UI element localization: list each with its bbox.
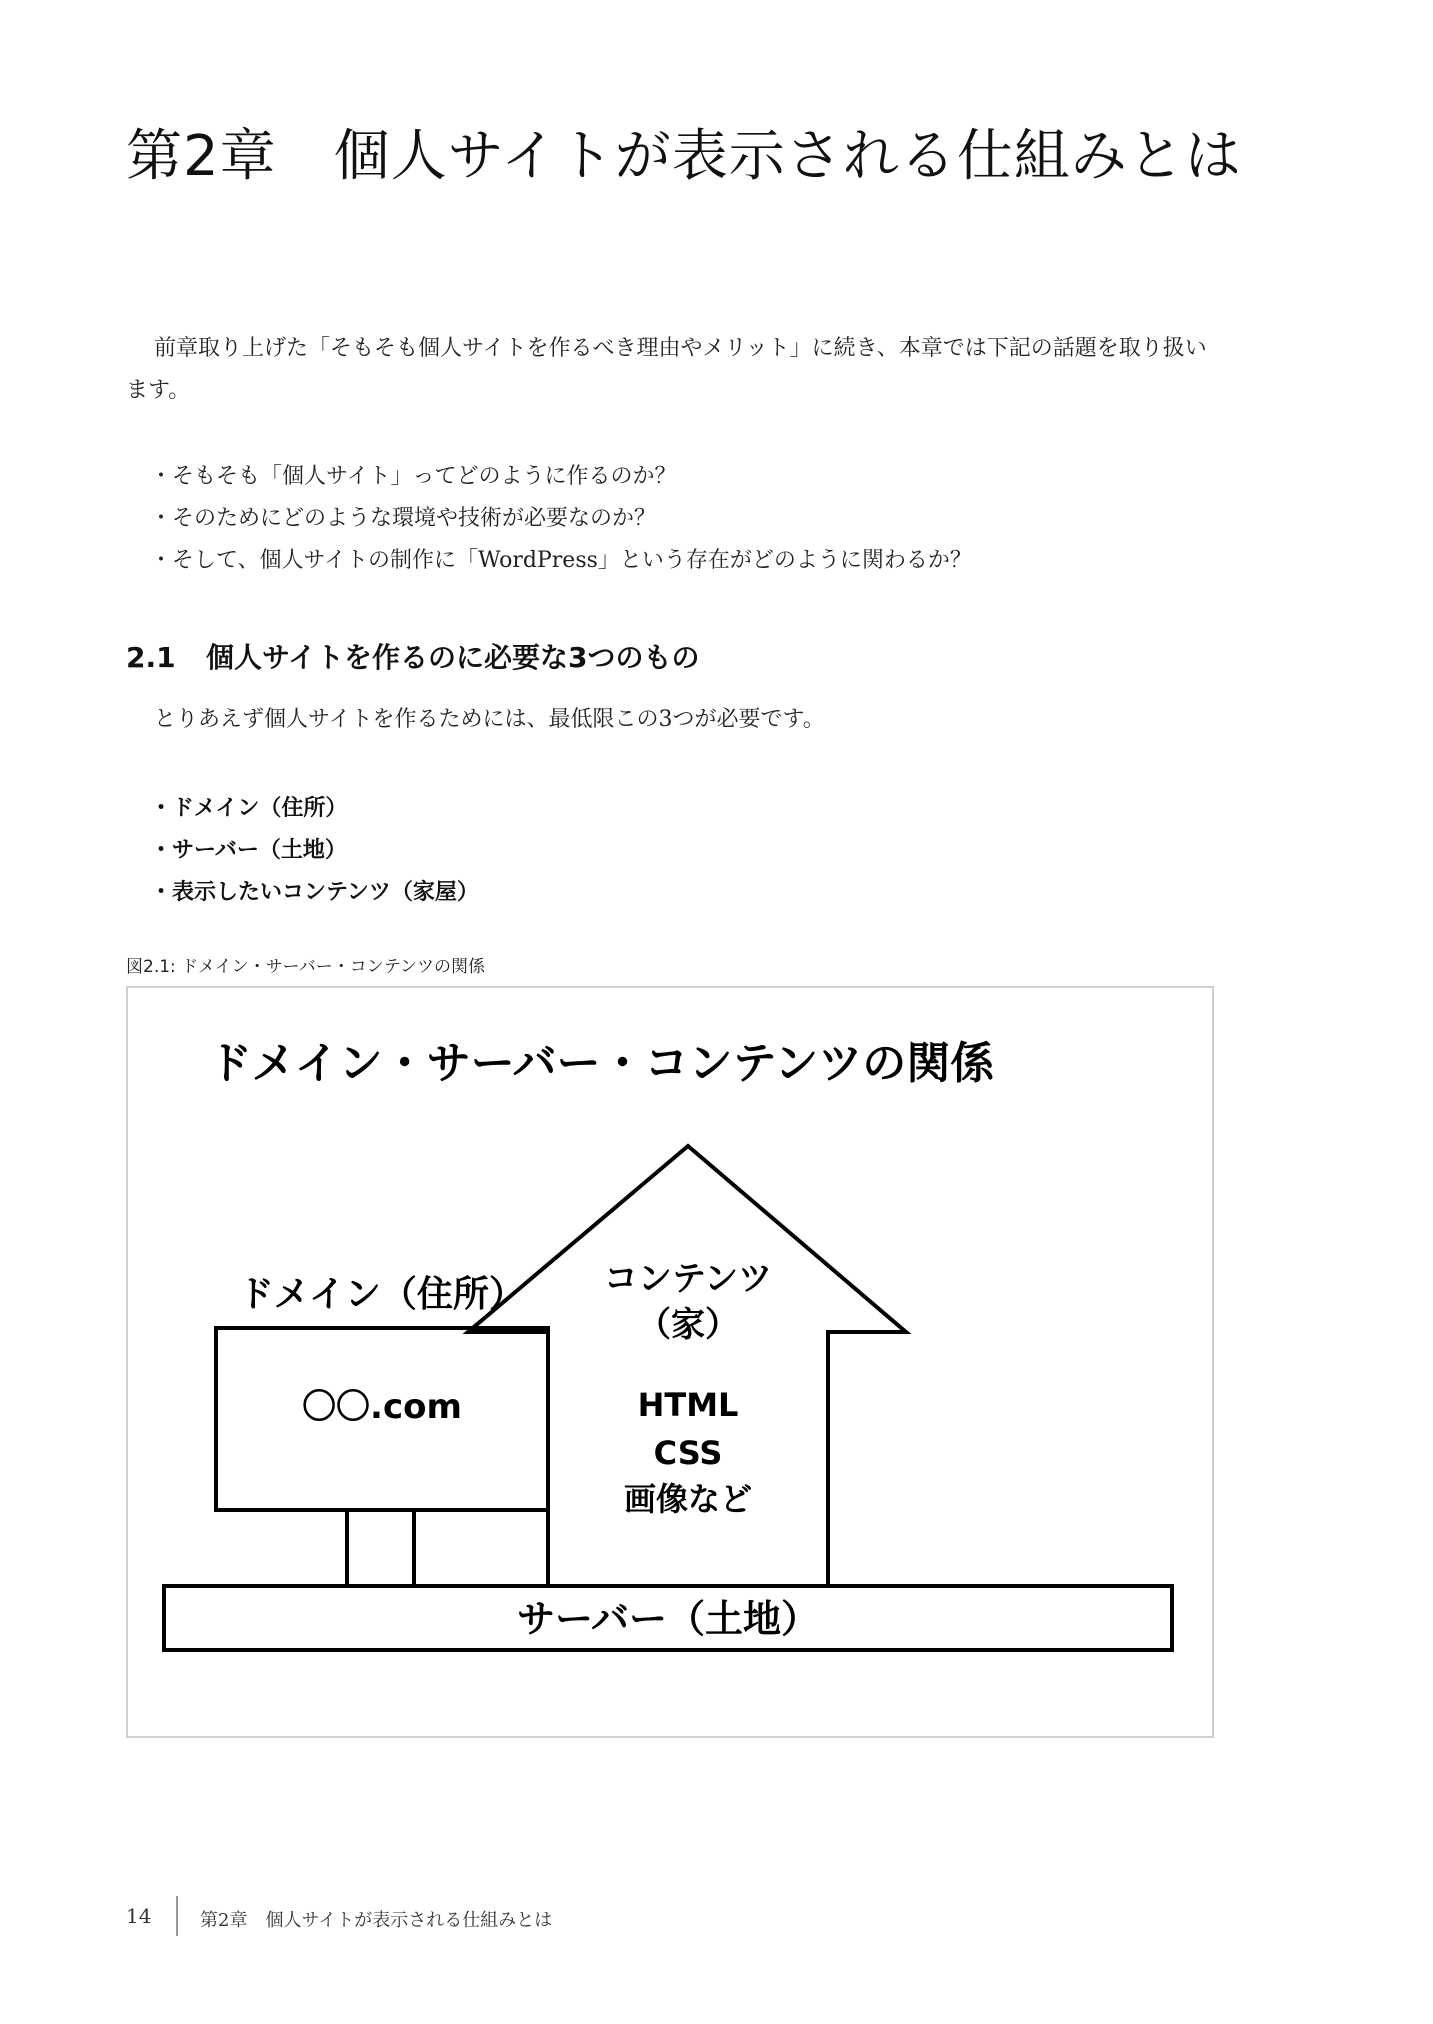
running-title: 第2章 個人サイトが表示される仕組みとは xyxy=(200,1910,553,1931)
contents-label-line2: （家） xyxy=(637,1305,739,1345)
list-item: ・ドメイン（住所） xyxy=(150,796,348,821)
contents-label-line1: コンテンツ xyxy=(603,1259,773,1299)
server-label: サーバー（土地） xyxy=(516,1597,820,1641)
list-item: ・サーバー（土地） xyxy=(150,838,347,863)
house-shape xyxy=(468,1146,906,1586)
list-item: ・表示したいコンテンツ（家屋） xyxy=(150,880,479,905)
diagram-title: ドメイン・サーバー・コンテンツの関係 xyxy=(208,1038,995,1089)
figure-caption: 図2.1: ドメイン・サーバー・コンテンツの関係 xyxy=(126,957,485,977)
page-number: 14 xyxy=(126,1904,152,1928)
chapter-title: 第2章 個人サイトが表示される仕組みとは xyxy=(126,124,1242,189)
figure-diagram xyxy=(126,986,1214,1738)
list-item: ・そして、個人サイトの制作に「WordPress」という存在がどのように関わるか？ xyxy=(150,548,972,573)
contents-item: HTML xyxy=(637,1386,739,1424)
section-title: 個人サイトを作るのに必要な3つのもの xyxy=(206,641,700,674)
contents-item: CSS xyxy=(653,1434,723,1472)
list-item: ・そのためにどのような環境や技術が必要なのか？ xyxy=(150,506,657,531)
contents-item: 画像など xyxy=(623,1480,753,1518)
requirements-list xyxy=(150,788,479,914)
section-heading xyxy=(126,636,700,676)
list-item: ・そもそも「個人サイト」ってどのように作るのか？ xyxy=(150,464,677,489)
footer-divider xyxy=(176,1896,178,1936)
section-number: 2.1 xyxy=(126,641,176,674)
diagram-canvas xyxy=(128,988,1216,1740)
intro-paragraph: 前章取り上げた「そもそも個人サイトを作るべき理由やメリット」に続き、本章では下記の話題を取り扱います。 xyxy=(126,336,1207,403)
domain-label: ドメイン（住所） xyxy=(238,1274,525,1315)
intro-bullet-list xyxy=(150,456,972,582)
domain-sign-text: 〇〇.com xyxy=(302,1387,462,1427)
section-paragraph: とりあえず個人サイトを作るためには、最低限この3つが必要です。 xyxy=(154,707,825,732)
